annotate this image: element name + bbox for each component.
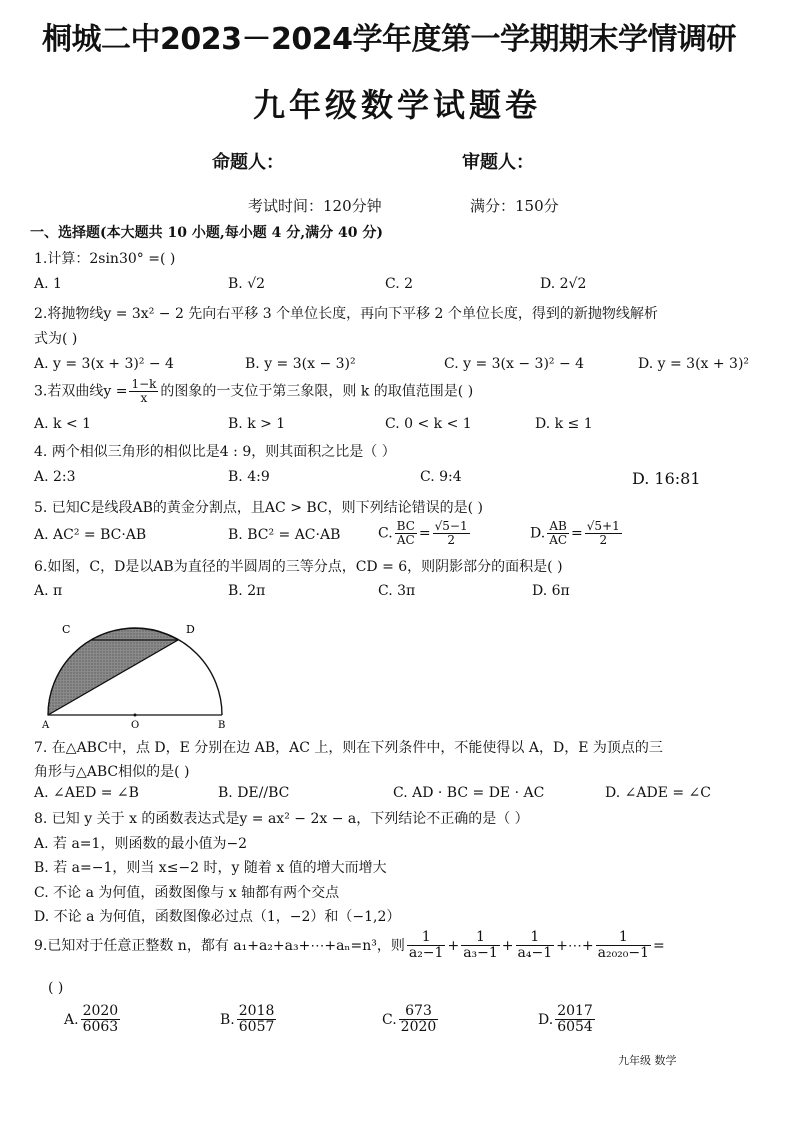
q3-option-d: D. k ≤ 1: [535, 416, 593, 432]
q2-option-d: D. y = 3(x + 3)²: [638, 356, 750, 372]
reviewer-label: 审题人：: [462, 152, 534, 173]
q5-d-den1: AC: [549, 533, 568, 548]
q5-option-c: [378, 520, 472, 547]
q9-eq: =: [653, 937, 665, 954]
q3-stem-b: 的图象的一支位于第三象限，则 k 的取值范围是( ): [160, 383, 474, 400]
q4-option-a: A. 2:3: [34, 469, 76, 485]
q5-d-frac2: [585, 520, 622, 547]
q5-c-frac2: [433, 520, 470, 547]
q8-option-d: D. 不论 a 为何值，函数图像必过点（1，−2）和（−1,2）: [34, 909, 401, 925]
q1-option-b: B. √2: [228, 276, 266, 292]
q5-c-num2: √5−1: [434, 519, 468, 533]
q9-t3-den: a₄−1: [517, 945, 553, 962]
exam-title: 桐城二中2023－2024学年度第一学期期末学情调研: [42, 22, 736, 57]
q5-option-d: [530, 520, 624, 547]
q5-c-frac1: [395, 520, 417, 547]
q3-option-a: A. k < 1: [34, 416, 92, 432]
q3-option-c: C. 0 < k < 1: [385, 416, 472, 432]
q9-option-c: [382, 1004, 440, 1036]
q9-t2-num: 1: [461, 930, 500, 946]
q8-option-b: B. 若 a=−1，则当 x≤−2 时，y 随着 x 值的增大而增大: [34, 860, 387, 876]
q9-t1-den: a₂−1: [408, 945, 444, 962]
q4-option-c: C. 9:4: [420, 469, 462, 485]
q9-d-num: 2017: [557, 1003, 593, 1019]
label-c: C: [62, 623, 71, 636]
q7-stem: 7. 在△ABC中，点 D，E 分别在边 AB，AC 上，则在下列条件中，不能使得以 A，D，E 为顶点的三: [34, 740, 663, 756]
q5-c-eq: =: [418, 525, 431, 542]
q4-stem: 4. 两个相似三角形的相似比是4 : 9，则其面积之比是（ ）: [34, 444, 396, 460]
q7-option-d: D. ∠ADE = ∠C: [605, 785, 711, 801]
q9-c-num: 673: [399, 1004, 439, 1020]
q9-a-frac: [81, 1004, 121, 1036]
q9-stem: 9.已知对于任意正整数 n，都有 a₁+a₂+a₃+⋯+aₙ=n³，则 $\frac{1}{\text{a₂−1}}$ + $\frac{1}{\text{a₃−1}}$ + $\frac{1}{\text{a₄−1}}$ +⋯+ $\frac{1}{\text{a₂₀₂₀−1}}$ =: [34, 929, 665, 962]
q3-stem: [34, 378, 473, 405]
q9-b-label: B.: [220, 1011, 235, 1028]
q9-t2-den: a₃−1: [463, 945, 498, 962]
q9-a-den: 6063: [82, 1019, 119, 1036]
q9-stem-text: 9.已知对于任意正整数 n，都有 a₁+a₂+a₃+⋯+aₙ=n³，则: [34, 937, 405, 954]
q7-option-a: A. ∠AED = ∠B: [34, 785, 139, 801]
exam-subtitle: 九年级数学试题卷: [252, 86, 541, 124]
center-point: [134, 714, 137, 717]
q7-stem-cont: 角形与△ABC相似的是( ): [34, 764, 190, 780]
q1-option-a: A. 1: [34, 276, 62, 292]
label-o: O: [131, 720, 140, 730]
q9-c-frac: [399, 1004, 439, 1036]
q9-d-den: 6054: [557, 1019, 593, 1036]
q8-stem: 8. 已知 y 关于 x 的函数表达式是y = ax² − 2x − a，下列结论不正确的是（ ）: [34, 811, 529, 827]
q9-c-den: 2020: [400, 1019, 437, 1036]
q2-option-c: C. y = 3(x − 3)² − 4: [444, 356, 585, 372]
q5-d-den2: 2: [599, 533, 608, 548]
q1-stem: 1.计算：2sin30° =( ): [34, 251, 176, 267]
q1-option-d: D. 2√2: [540, 276, 587, 292]
q9-term2: [461, 930, 500, 962]
q5-d-num1: AB: [547, 520, 569, 534]
q5-d-eq: =: [571, 525, 583, 542]
q9-d-frac: [555, 1004, 595, 1036]
q5-d-label: D.: [530, 525, 546, 542]
q6-stem: 6.如图，C，D是以AB为直径的半圆周的三等分点，CD = 6，则阴影部分的面积是( ): [34, 559, 563, 575]
label-b: B: [218, 720, 226, 730]
q9-a-num: 2020: [82, 1003, 119, 1019]
q5-d-num2: √5+1: [586, 519, 620, 533]
q3-stem-a: 3.若双曲线y =: [34, 383, 128, 400]
q9-d-label: D.: [538, 1011, 554, 1028]
q9-term1: [407, 930, 446, 962]
q5-c-label: C.: [378, 525, 393, 542]
q9-c-label: C.: [382, 1011, 397, 1028]
q2-option-a: A. y = 3(x + 3)² − 4: [34, 356, 174, 372]
q4-option-b: B. 4:9: [228, 469, 270, 485]
q9-paren: ( ): [48, 980, 64, 996]
q7-option-c: C. AD · BC = DE · AC: [393, 785, 545, 801]
q6-option-c: C. 3π: [378, 583, 416, 599]
page-footer: 九年级 数学: [618, 1054, 677, 1067]
full-score: 满分：150分: [470, 197, 559, 215]
q3-frac-num: 1−k: [131, 377, 157, 391]
q9-option-d: [538, 1004, 597, 1036]
q9-a-label: A.: [64, 1011, 79, 1028]
q9-t1-num: 1: [407, 930, 446, 946]
q5-c-num1: BC: [396, 519, 415, 533]
q9-term3: [516, 930, 555, 962]
q8-option-c: C. 不论 a 为何值，函数图像与 x 轴都有两个交点: [34, 885, 340, 901]
q9-t3-num: 1: [516, 930, 555, 946]
author-label: 命题人：: [212, 152, 284, 173]
q9-term4: [596, 930, 651, 962]
shaded-region: [48, 628, 178, 715]
section-heading: 一、选择题(本大题共 10 小题,每小题 4 分,满分 40 分): [30, 225, 383, 241]
q9-b-den: 6057: [238, 1019, 275, 1036]
q7-option-b: B. DE//BC: [218, 785, 290, 801]
q9-option-a: [64, 1004, 122, 1036]
q2-option-b: B. y = 3(x − 3)²: [245, 356, 356, 372]
q6-option-b: B. 2π: [228, 583, 266, 599]
q5-option-a: A. AC² = BC·AB: [34, 527, 147, 543]
q9-option-b: [220, 1004, 278, 1036]
q5-stem: 5. 已知C是线段AB的黄金分割点，且AC > BC，则下列结论错误的是( ): [34, 500, 484, 516]
q5-option-b: B. BC² = AC·AB: [228, 527, 341, 543]
q9-b-num: 2018: [238, 1003, 275, 1019]
q3-fraction: [129, 378, 158, 405]
label-a: A: [42, 720, 50, 730]
q9-t4-den: a₂₀₂₀−1: [597, 945, 650, 962]
exam-time: 考试时间：120分钟: [248, 197, 382, 215]
q8-option-a: A. 若 a=1，则函数的最小值为−2: [34, 836, 248, 852]
label-d: D: [186, 623, 195, 636]
q3-frac-den: x: [140, 391, 148, 406]
q5-c-den2: 2: [447, 533, 455, 548]
semicircle-figure: [40, 615, 230, 730]
q4-option-d: D. 16:81: [632, 469, 701, 488]
q6-option-a: A. π: [34, 583, 63, 599]
q9-dots: +⋯+: [556, 937, 594, 954]
q3-option-b: B. k > 1: [228, 416, 286, 432]
q5-d-frac1: [547, 520, 569, 547]
q2-stem-cont: 式为( ): [34, 331, 78, 347]
q9-b-frac: [237, 1004, 277, 1036]
q5-c-den1: AC: [396, 533, 415, 548]
q1-option-c: C. 2: [385, 276, 414, 292]
q9-t4-num: 1: [596, 930, 651, 946]
q6-option-d: D. 6π: [532, 583, 570, 599]
q2-stem: 2.将抛物线y = 3x² − 2 先向右平移 3 个单位长度，再向下平移 2 个单位长度，得到的新抛物线解析: [34, 306, 658, 322]
